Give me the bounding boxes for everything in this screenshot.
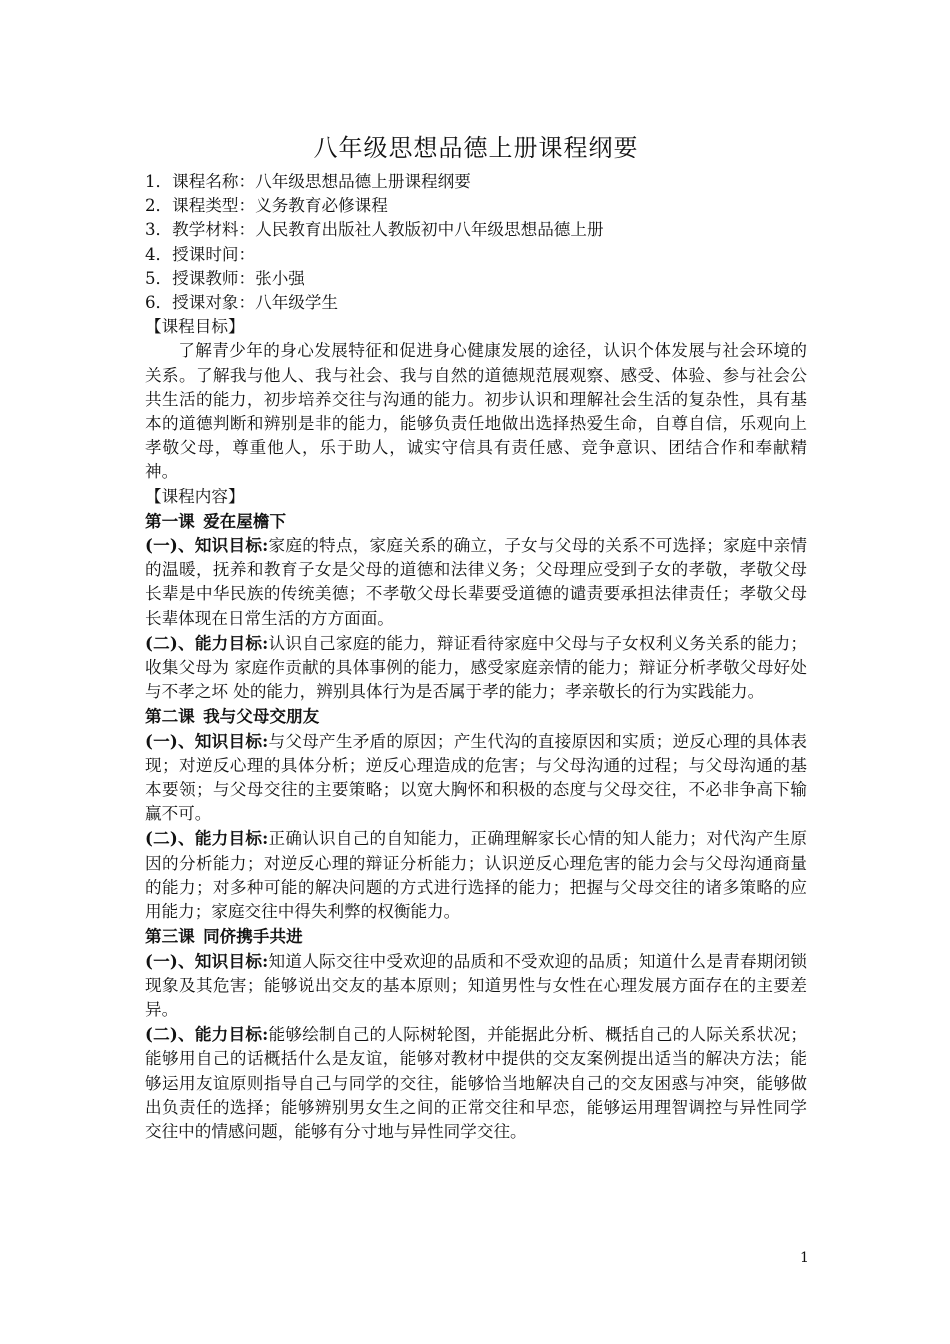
lesson-1 [145, 509, 807, 705]
info-time: 4．授课时间： [145, 244, 256, 264]
content-heading: 【课程内容】 [145, 486, 245, 506]
ability-goal [145, 631, 807, 705]
ability-goal [145, 826, 807, 924]
knowledge-goal-text: 与父母产生矛盾的原因；产生代沟的直接原因和实质；逆反心理的具体表现；对逆反心理的具体分析；逆反心理造成的危害；与父母沟通的过程；与父母沟通的基本要领；与父母交往的主要策略；以宽大胸怀和积极的态度与父母交往，不必非争高下输赢不可。 [145, 731, 807, 824]
objectives-text: 了解青少年的身心发展特征和促进身心健康发展的途径，认识个体发展与社会环境的关系。了解我与他人、我与社会、我与自然的道德规范展观察、感受、体验、参与社会公共生活的能力，初步培养交往与沟通的能力。初步认识和理解社会生活的复杂性，具有基本的道德判断和辨别是非的能力，能够负责任地做出选择热爱生命，自尊自信，乐观向上孝敬父母，尊重他人，乐于助人，诚实守信具有责任感、竞争意识、团结合作和奉献精神。 [145, 341, 807, 482]
document-title: 八年级思想品德上册课程纲要 [313, 134, 639, 162]
ability-goal-label: (二)、能力目标: [145, 1024, 269, 1045]
ability-goal-label: (二)、能力目标: [145, 828, 269, 849]
knowledge-goal-text: 家庭的特点，家庭关系的确立，子女与父母的关系不可选择；家庭中亲情的温暖，抚养和教育子女是父母的道德和法律义务；父母理应受到子女的孝敬，孝敬父母长辈是中华民族的传统美德；不孝敬父母长辈要受道德的谴责要承担法律责任；孝敬父母长辈体现在日常生活的方方面面。 [145, 536, 807, 628]
lesson-name: 我与父母交朋友 [203, 706, 320, 727]
ability-goal [145, 1022, 807, 1144]
ability-goal-text: 能够绘制自己的人际树轮图，并能据此分析、概括自己的人际关系状况；能够用自己的话概括什么是友谊，能够对教材中提供的交友案例提出适当的解决方法；能够运用友谊原则指导自己与同学的交往，能够恰当地解决自己的交友困惑与冲突，能够做出负责任的选择；能够辨别男女生之间的正常交往和早恋，能够运用理智调控与异性同学交往中的情感问题，能够有分寸地与异性同学交往。 [145, 1025, 807, 1141]
knowledge-goal [145, 533, 807, 631]
knowledge-goal-text: 知道人际交往中受欢迎的品质和不受欢迎的品质；知道什么是青春期闭锁现象及其危害；能够说出交友的基本原则；知道男性与女性在心理发展方面存在的主要差异。 [145, 951, 807, 1019]
knowledge-goal [145, 949, 807, 1023]
knowledge-goal-label: (一)、知识目标: [145, 535, 269, 556]
course-info [145, 170, 807, 315]
knowledge-goal-label: (一)、知识目标: [145, 950, 269, 971]
knowledge-goal [145, 729, 807, 827]
knowledge-goal-label: (一)、知识目标: [145, 730, 269, 751]
lesson-title [145, 924, 807, 948]
lesson-title [145, 704, 807, 728]
lesson-3 [145, 924, 807, 1144]
info-course-name: 1．课程名称：八年级思想品德上册课程纲要 [145, 172, 471, 191]
ability-goal-text: 正确认识自己的自知能力，正确理解家长心情的知人能力；对代沟产生原因的分析能力；对逆反心理的辩证分析能力；认识逆反心理危害的能力会与父母沟通商量的能力；对多种可能的解决问题的方式进行选择的能力；把握与父母交往的诸多策略的应用能力；家庭交往中得失利弊的权衡能力。 [145, 829, 807, 922]
page-number: 1 [800, 1250, 809, 1266]
info-audience: 6．授课对象：八年级学生 [145, 293, 339, 313]
lesson-2 [145, 704, 807, 924]
document-page [145, 130, 807, 1144]
objectives-heading: 【课程目标】 [145, 317, 245, 337]
lesson-title [145, 509, 807, 533]
ability-goal-text: 认识自己家庭的能力，辩证看待家庭中父母与子女权利义务关系的能力；收集父母为 家庭作贡献的具体事例的能力，感受家庭亲情的能力；辩证分析孝敬父母好处与不孝之坏 处的能力，辨别具体行为是否属于孝的能力；孝亲敬长的行为实践能力。 [145, 633, 807, 702]
info-course-type: 2．课程类型：义务教育必修课程 [145, 196, 388, 216]
lesson-number: 第三课 [145, 926, 195, 947]
info-materials: 3．教学材料：人民教育出版社人教版初中八年级思想品德上册 [145, 220, 604, 240]
lesson-name: 同侪携手共进 [203, 926, 303, 947]
lesson-number: 第二课 [145, 706, 195, 727]
lesson-number: 第一课 [145, 510, 195, 531]
info-teacher: 5．授课教师：张小强 [145, 268, 305, 288]
lesson-name: 爱在屋檐下 [203, 510, 287, 531]
ability-goal-label: (二)、能力目标: [145, 632, 269, 653]
